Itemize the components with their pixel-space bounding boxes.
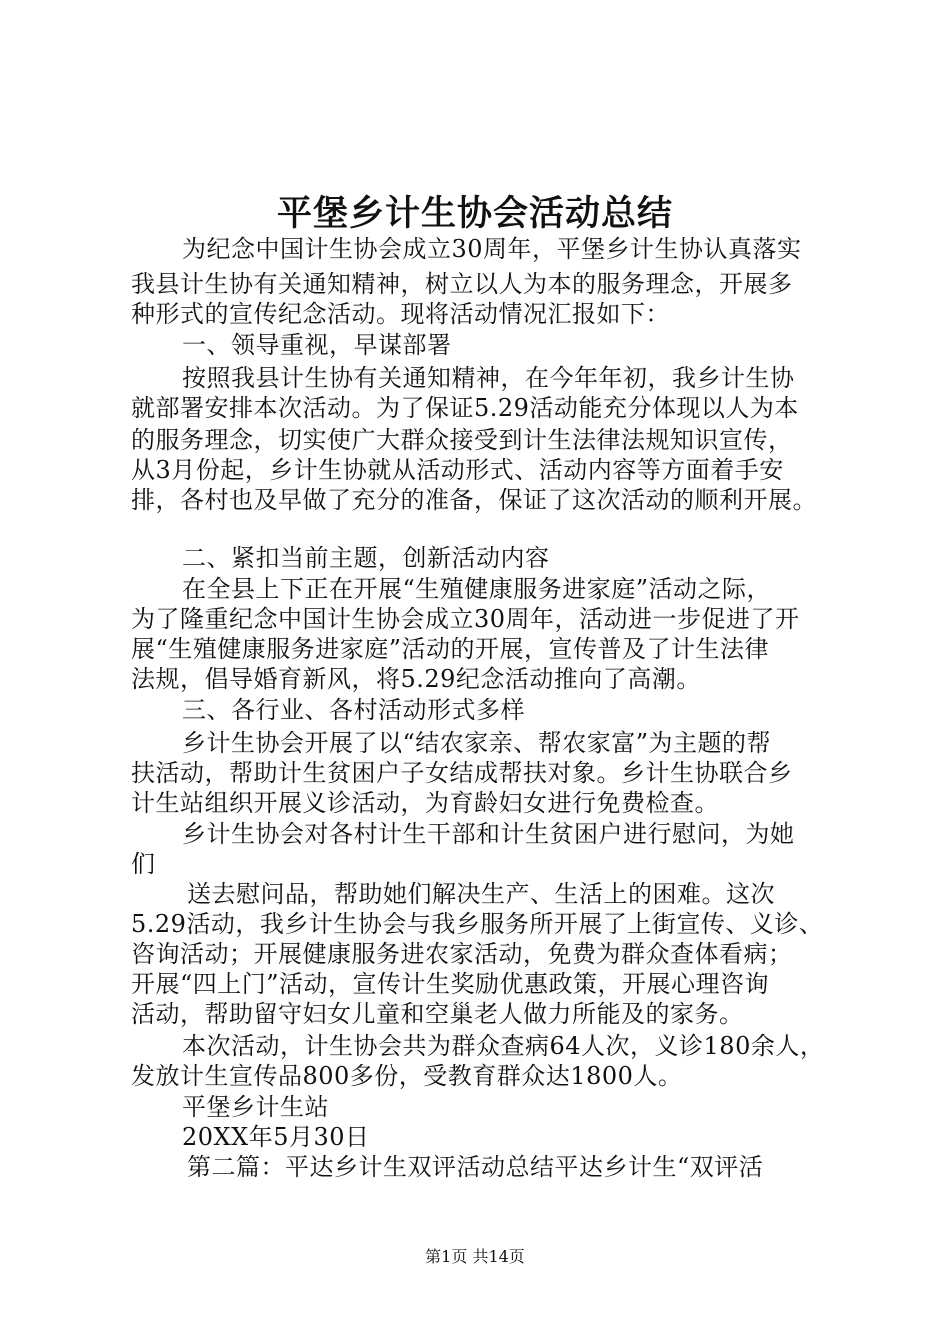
signature-org: 平堡乡计生站 (182, 1093, 329, 1121)
paragraph-line: 乡计生协会对各村计生干部和计生贫困户进行慰问，为她 (182, 820, 795, 848)
section-heading: 三、各行业、各村活动形式多样 (182, 696, 525, 724)
paragraph-line: 开展“四上门”活动，宣传计生奖励优惠政策，开展心理咨询 (131, 970, 770, 998)
paragraph-line: 乡计生协会开展了以“结农家亲、帮农家富”为主题的帮 (182, 729, 772, 757)
paragraph-line: 送去慰问品，帮助她们解决生产、生活上的困难。这次 (187, 880, 775, 908)
paragraph-line: 为了隆重纪念中国计生协会成立30周年，活动进一步促进了开 (131, 605, 800, 633)
paragraph-line: 从3月份起，乡计生协就从活动形式、活动内容等方面着手安 (131, 456, 784, 484)
paragraph-line: 扶活动，帮助计生贫困户子女结成帮扶对象。乡计生协联合乡 (131, 759, 793, 787)
paragraph-line: 我县计生协有关通知精神，树立以人为本的服务理念，开展多 (131, 270, 793, 298)
section-heading: 一、领导重视，早谋部署 (182, 331, 452, 359)
paragraph-line: 排，各村也及早做了充分的准备，保证了这次活动的顺利开展。 (131, 486, 817, 514)
next-article-heading: 第二篇：平达乡计生双评活动总结平达乡计生“双评活 (187, 1153, 764, 1181)
paragraph-line: 们 (131, 850, 156, 878)
paragraph-line: 活动，帮助留守妇女儿童和空巢老人做力所能及的家务。 (131, 1000, 744, 1028)
paragraph-line: 5.29活动，我乡计生协会与我乡服务所开展了上街宣传、义诊、 (131, 910, 824, 938)
signature-date: 20XX年5月30日 (182, 1123, 370, 1151)
paragraph-line: 展“生殖健康服务进家庭”活动的开展，宣传普及了计生法律 (131, 635, 770, 663)
paragraph-line: 种形式的宣传纪念活动。现将活动情况汇报如下： (131, 300, 670, 328)
paragraph-line: 的服务理念，切实使广大群众接受到计生法律法规知识宣传， (131, 426, 793, 454)
paragraph-line: 计生站组织开展义诊活动，为育龄妇女进行免费检查。 (131, 789, 719, 817)
paragraph-line: 在全县上下正在开展“生殖健康服务进家庭”活动之际， (182, 575, 772, 603)
page-footer: 第1页 共14页 (425, 1247, 525, 1266)
paragraph-line: 本次活动，计生协会共为群众查病64人次，义诊180余人， (182, 1032, 825, 1060)
paragraph-line: 为纪念中国计生协会成立30周年，平堡乡计生协认真落实 (182, 235, 802, 263)
paragraph-line: 按照我县计生协有关通知精神，在今年年初，我乡计生协 (182, 364, 795, 392)
section-heading: 二、紧扣当前主题，创新活动内容 (182, 544, 550, 572)
paragraph-line: 发放计生宣传品800多份，受教育群众达1800人。 (131, 1062, 683, 1090)
paragraph-line: 咨询活动；开展健康服务进农家活动，免费为群众查体看病； (131, 940, 793, 968)
paragraph-line: 就部署安排本次活动。为了保证5.29活动能充分体现以人为本 (131, 394, 799, 422)
paragraph-line: 法规，倡导婚育新风，将5.29纪念活动推向了高潮。 (131, 665, 701, 693)
document-title: 平堡乡计生协会活动总结 (276, 193, 673, 234)
